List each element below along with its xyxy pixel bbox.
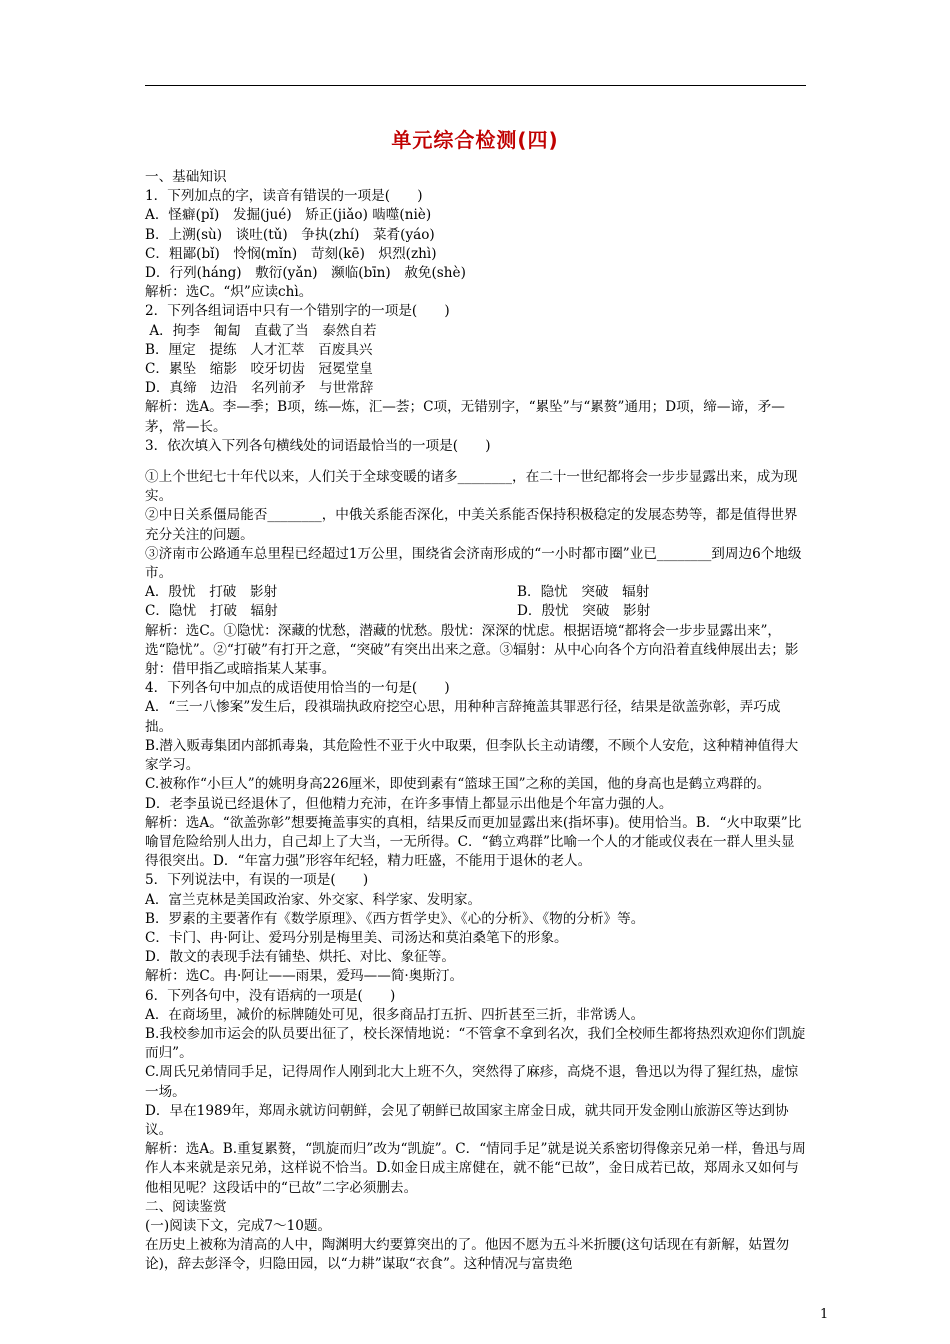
text-line: B．厘定 提练 人才汇萃 百废具兴 xyxy=(145,341,373,358)
text-line: A．怪癖(pǐ) 发掘(jué) 矫正(jiǎo) 啮噬(niè) xyxy=(145,207,432,224)
text-line: D．早在1989年，郑周永就访问朝鲜，会见了朝鲜已故国家主席金日成，就共同开发金刚山旅游区等达到协议。 xyxy=(145,1102,789,1138)
text-line: C．卡门、冉·阿让、爱玛分别是梅里美、司汤达和莫泊桑笔下的形象。 xyxy=(145,929,568,946)
text-line: ①上个世纪七十年代以来，人们关于全球变暖的诸多________，在二十一世纪都将会一步步显露出来，成为现实。 xyxy=(145,469,798,505)
blank-line xyxy=(145,456,806,468)
text-line: A．在商场里，减价的标牌随处可见，很多商品打五折、四折甚至三折，非常诱人。 xyxy=(145,1006,645,1023)
text-line: 解析：选C。“炽”应读chì。 xyxy=(145,284,313,301)
text-line: D．行列(háng) 敷衍(yǎn) 濒临(bīn) 赦免(shè) xyxy=(145,265,466,282)
text-line: D．老李虽说已经退休了，但他精力充沛，在许多事情上都显示出他是个年富力强的人。 xyxy=(145,795,673,812)
text-line: C．累坠 缩影 咬牙切齿 冠冕堂皇 xyxy=(145,361,373,378)
text-line: ③济南市公路通车总里程已经超过1万公里，围绕省会济南形成的“一小时都市圈”业已________到周边6个地级市。 xyxy=(145,545,802,582)
text-line: B.潜入贩毒集团内部抓毒枭，其危险性不亚于火中取栗，但李队长主动请缨，不顾个人安危，这种精神值得大家学习。 xyxy=(145,737,799,774)
text-line: A．拘李 匍匐 直截了当 泰然自若 xyxy=(145,322,377,339)
text-line: 解析：选A。B.重复累赘，“凯旋而归”改为“凯旋”。C．“情同手足”就是说关系密切得像亲兄弟一样，鲁迅与周作人本来就是亲兄弟，这样说不恰当。D.如金日成主席健在，就不能“已故”，金日成若已故，郑周永又如何与他相见呢？这段话中的“已故”二字必须删去。 xyxy=(145,1141,806,1196)
text-line: C．粗鄙(bǐ) 怜悯(mǐn) 苛刻(kē) 炽烈(zhì) xyxy=(145,245,437,262)
text-line: A．富兰克林是美国政治家、外交家、科学家、发明家。 xyxy=(145,891,482,908)
text-line: B．罗素的主要著作有《数学原理》、《西方哲学史》、《心的分析》、《物的分析》等。 xyxy=(145,910,645,927)
text-line: 在历史上被称为清高的人中，陶渊明大约要算突出的了。他因不愿为五斗米折腰(这句话现在有新解，姑置勿论)，辞去彭泽令，归隐田园，以“力耕”谋取“衣食”。这种情况与富贵绝 xyxy=(145,1237,790,1273)
option: B．隐忧 突破 辐射 xyxy=(517,584,650,601)
option: C．隐忧 打破 辐射 xyxy=(145,603,278,620)
page-number: 1 xyxy=(820,1307,829,1322)
section-heading: 二、阅读鉴赏 xyxy=(145,1198,227,1215)
text-line: (一)阅读下文，完成7～10题。 xyxy=(145,1217,332,1234)
q3-options-row xyxy=(145,602,806,621)
q3-options-row xyxy=(145,583,806,602)
text-line: B.我校参加市运会的队员要出征了，校长深情地说：“不管拿不拿到名次，我们全校师生都将热烈欢迎你们凯旋而归”。 xyxy=(145,1025,806,1062)
text-line: 一、基础知识 xyxy=(145,169,227,185)
option: A．殷忧 打破 影射 xyxy=(145,584,278,601)
document-body xyxy=(145,168,806,1275)
text-line: 6．下列各句中，没有语病的一项是( ) xyxy=(145,987,396,1004)
text-line: B．上溯(sù) 谈吐(tǔ) 争执(zhí) 菜肴(yáo) xyxy=(145,226,435,243)
text-line: 1．下列加点的字，读音有错误的一项是( ) xyxy=(145,188,423,205)
text-line: 3．依次填入下列各句横线处的词语最恰当的一项是( ) xyxy=(145,437,491,454)
text-line: C.周氏兄弟情同手足，记得周作人刚到北大上班不久，突然得了麻疹，高烧不退，鲁迅以为得了猩红热，虚惊一场。 xyxy=(145,1064,799,1100)
text-line: ②中日关系僵局能否________，中俄关系能否深化，中美关系能否保持积极稳定的发展态势等，都是值得世界充分关注的问题。 xyxy=(145,507,798,543)
text-line: D．散文的表现手法有铺垫、烘托、对比、象征等。 xyxy=(145,949,455,966)
text-line: D．真缔 边沿 名列前矛 与世常辞 xyxy=(145,380,374,397)
text-line: 4．下列各句中加点的成语使用恰当的一句是( ) xyxy=(145,680,450,697)
text-line: 解析：选C。冉·阿让——雨果，爱玛——简·奥斯汀。 xyxy=(145,968,464,985)
text-line: 解析：选A。李—季；B项，练—炼，汇—荟；C项，无错别字，“累坠”与“累赘”通用；D项，缔—谛，矛—茅，常—长。 xyxy=(145,399,785,435)
header-rule xyxy=(145,85,806,86)
page-title: 单元综合检测(四) xyxy=(391,128,559,152)
text-line: A．“三一八惨案”发生后，段祺瑞执政府挖空心思，用种种言辞掩盖其罪恶行径，结果是欲盖弥彰，弄巧成拙。 xyxy=(145,699,781,735)
text-line: C.被称作“小巨人”的姚明身高226厘米，即使到素有“篮球王国”之称的美国，他的身高也是鹤立鸡群的。 xyxy=(145,776,771,793)
text-line: 2．下列各组词语中只有一个错别字的一项是( ) xyxy=(145,303,450,320)
text-line: 解析：选C。①隐忧：深藏的忧愁，潜藏的忧愁。殷忧：深深的忧虑。根据语境“都将会一步步显露出来”，选“隐忧”。②“打破”有打开之意，“突破”有突出出来之意。③辐射：从中心向各个方向沿着直线伸展出去；影射：借甲指乙或暗指某人某事。 xyxy=(145,622,799,678)
text-line: 解析：选A。“欲盖弥彰”想要掩盖事实的真相，结果反而更加显露出来(指坏事)。使用恰当。B．“火中取栗”比喻冒危险给别人出力，自己却上了大当，一无所得。C．“鹤立鸡群”比喻一个人的才能或仪表在一群人里头显得很突出。D．“年富力强”形容年纪轻，精力旺盛，不能用于退休的老人。 xyxy=(145,814,802,870)
option: D．殷忧 突破 影射 xyxy=(517,603,651,620)
text-line: 5．下列说法中，有误的一项是( ) xyxy=(145,872,369,889)
